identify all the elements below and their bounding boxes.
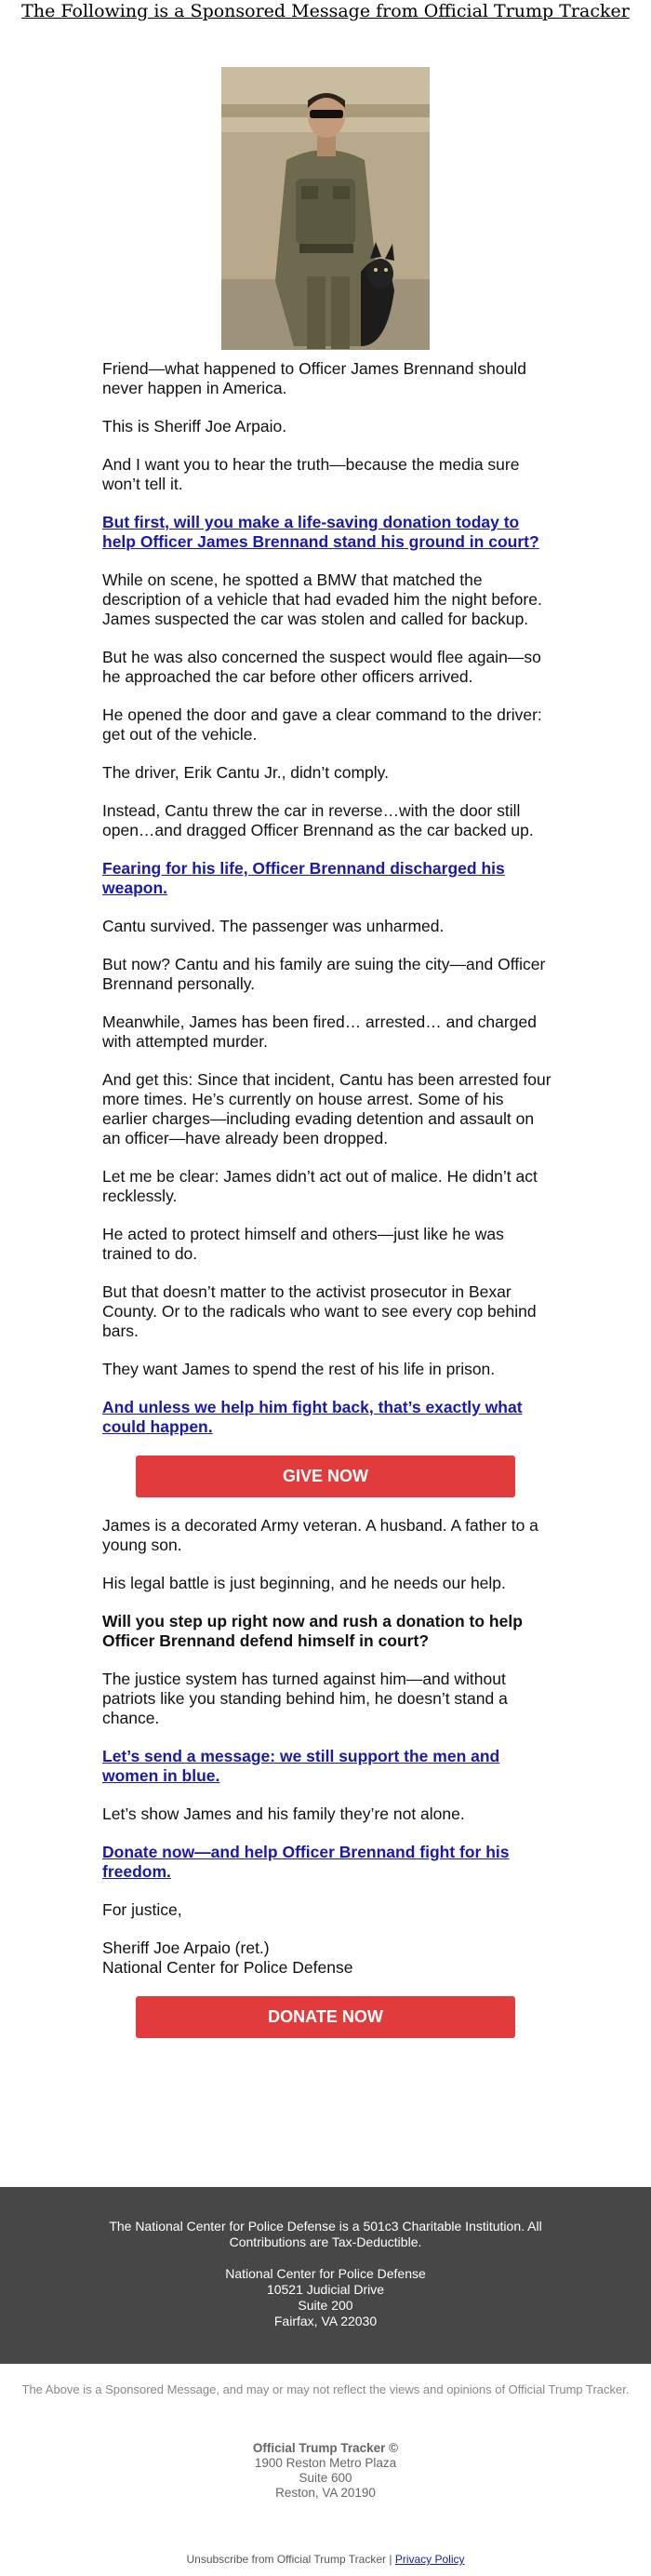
tax-statement: The National Center for Police Defense is a 501c3 Charitable Institution. All Contributions are Tax-Deductible. <box>109 2219 542 2249</box>
donation-link[interactable]: But first, will you make a life-saving donation today to help Officer James Brennand stand his ground in court? <box>102 513 539 551</box>
donation-link[interactable]: Donate now—and help Officer Brennand fight for his freedom. <box>102 1843 510 1881</box>
paragraph: James is a decorated Army veteran. A husband. A father to a young son. <box>102 1516 538 1554</box>
unsubscribe-text[interactable]: Unsubscribe from Official Trump Tracker <box>186 2553 386 2566</box>
tracker-city: Reston, VA 20190 <box>275 2486 376 2500</box>
paragraph: They want James to spend the rest of his life in prison. <box>102 1360 496 1378</box>
privacy-policy-link[interactable]: Privacy Policy <box>394 2553 465 2566</box>
message-body <box>102 359 552 2057</box>
paragraph: The driver, Erik Cantu Jr., didn’t comply. <box>102 763 389 782</box>
paragraph: The justice system has turned against him—and without patriots like you standing behind him, he doesn’t stand a chance. <box>102 1670 508 1727</box>
signature <box>102 1939 552 1978</box>
sponsored-header <box>0 0 651 21</box>
separator: | <box>389 2553 392 2566</box>
tracker-suite: Suite 600 <box>299 2471 352 2485</box>
tracker-street: 1900 Reston Metro Plaza <box>254 2456 397 2470</box>
footer-street: 10521 Judicial Drive <box>266 2282 385 2297</box>
paragraph: He opened the door and gave a clear command to the driver: get out of the vehicle. <box>102 705 542 744</box>
tracker-address <box>0 2441 651 2501</box>
paragraph: He acted to protect himself and others—just like he was trained to do. <box>102 1225 504 1263</box>
org-address <box>93 2266 558 2329</box>
paragraph: Cantu survived. The passenger was unharmed. <box>102 917 445 935</box>
paragraph: But that doesn’t matter to the activist prosecutor in Bexar County. Or to the radicals who want to see every cop behind bars. <box>102 1282 537 1340</box>
tracker-name: Official Trump Tracker © <box>252 2441 399 2455</box>
paragraph: Friend—what happened to Officer James Brennand should never happen in America. <box>102 359 526 397</box>
donation-link[interactable]: Fearing for his life, Officer Brennand discharged his weapon. <box>102 859 505 897</box>
paragraph: And get this: Since that incident, Cantu has been arrested four more times. He’s currently on house arrest. Some of his earlier charges—including evading detention and assault on an officer—have already been dropped. <box>102 1070 551 1147</box>
paragraph: But he was also concerned the suspect would flee again—so he approached the car before other officers arrived. <box>102 648 541 686</box>
paragraph: Instead, Cantu threw the car in reverse…with the door still open…and dragged Officer Brennand as the car backed up. <box>102 801 534 839</box>
paragraph: This is Sheriff Joe Arpaio. <box>102 417 287 436</box>
paragraph: Let’s show James and his family they’re not alone. <box>102 1805 465 1823</box>
closing: For justice, <box>102 1900 182 1919</box>
signature-org: National Center for Police Defense <box>102 1958 353 1977</box>
officer-with-dog-photo <box>221 67 430 350</box>
footer-city: Fairfax, VA 22030 <box>273 2314 378 2328</box>
footer-org-name: National Center for Police Defense <box>225 2266 426 2281</box>
paragraph: While on scene, he spotted a BMW that matched the description of a vehicle that had evaded him the night before. James suspected the car was stolen and called for backup. <box>102 570 542 628</box>
paragraph: Let me be clear: James didn’t act out of malice. He didn’t act recklessly. <box>102 1167 538 1205</box>
sponsor-disclaimer: The Above is a Sponsored Message, and may or may not reflect the views and opinions of Official Trump Tracker. <box>21 2382 630 2396</box>
signature-name: Sheriff Joe Arpaio (ret.) <box>102 1939 270 1957</box>
paragraph: His legal battle is just beginning, and he needs our help. <box>102 1574 506 1592</box>
donate-now-button[interactable]: DONATE NOW <box>136 1996 515 2038</box>
donation-link[interactable]: Let’s send a message: we still support the men and women in blue. <box>102 1747 500 1785</box>
unsubscribe-row <box>0 2553 651 2566</box>
sponsored-header-title: The Following is a Sponsored Message from Official Trump Tracker <box>21 1 630 21</box>
officer-photo-illustration <box>221 67 430 350</box>
footer-suite: Suite 200 <box>298 2298 353 2313</box>
give-now-button[interactable]: GIVE NOW <box>136 1456 515 1497</box>
org-footer <box>0 2187 651 2364</box>
paragraph: But now? Cantu and his family are suing the city—and Officer Brennand personally. <box>102 955 546 993</box>
bold-appeal: Will you step up right now and rush a donation to help Officer Brennand defend himself in court? <box>102 1612 523 1650</box>
paragraph: And I want you to hear the truth—because the media sure won’t tell it. <box>102 455 520 493</box>
paragraph: Meanwhile, James has been fired… arrested… and charged with attempted murder. <box>102 1013 537 1051</box>
donation-link[interactable]: And unless we help him fight back, that’s exactly what could happen. <box>102 1398 523 1436</box>
